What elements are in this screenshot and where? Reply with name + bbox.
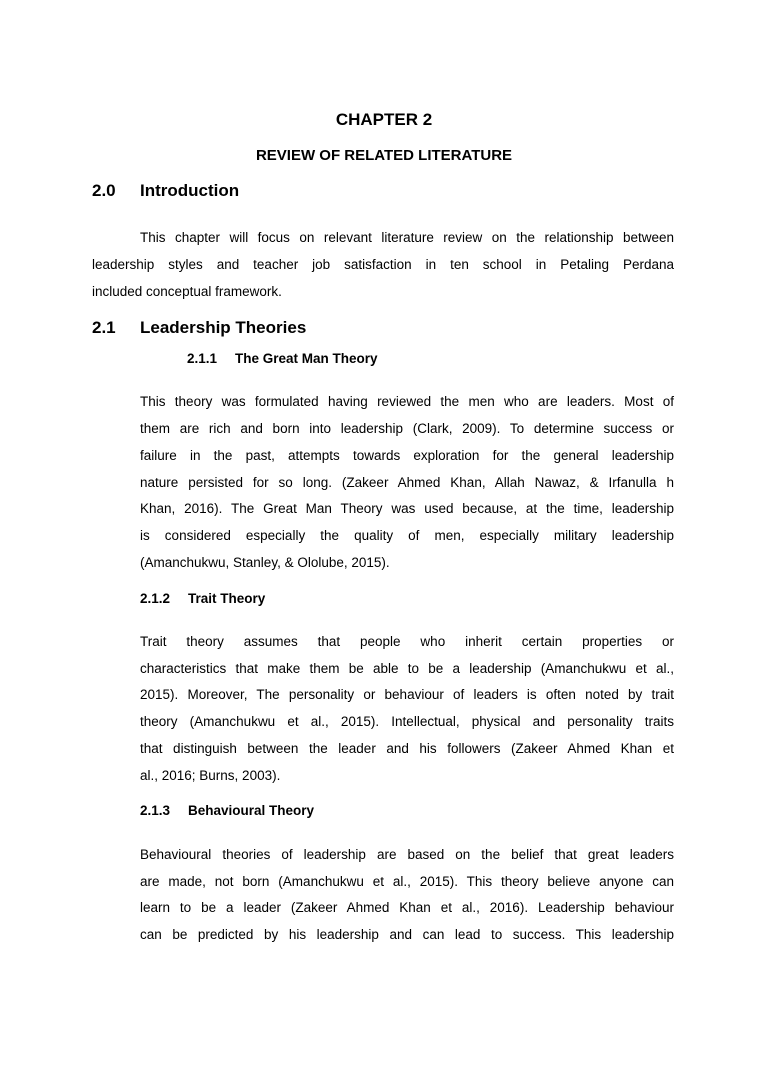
section-heading-leadership-theories	[92, 318, 306, 338]
paragraph-line: This theory was formulated having reviewed the men who are leaders. Most of	[140, 394, 674, 409]
chapter-subtitle: REVIEW OF RELATED LITERATURE	[255, 147, 513, 164]
paragraph-line: This chapter will focus on relevant literature review on the relationship between	[140, 230, 674, 245]
subsection-heading-behavioural	[140, 803, 314, 818]
subsection-number: 2.1.2	[140, 591, 171, 606]
paragraph-line: learn to be a leader (Zakeer Ahmed Khan et al., 2016). Leadership behaviour	[140, 900, 674, 915]
subsection-heading-trait	[140, 591, 265, 606]
section-number: 2.0	[92, 181, 116, 200]
section-title: Introduction	[140, 181, 240, 200]
paragraph-line: theory (Amanchukwu et al., 2015). Intellectual, physical and personality traits	[140, 714, 674, 729]
subsection-title: Trait Theory	[188, 591, 266, 606]
paragraph-line: can be predicted by his leadership and can lead to success. This leadership	[140, 927, 674, 942]
paragraph-line: Behavioural theories of leadership are based on the belief that great leaders	[140, 847, 674, 862]
paragraph-line: failure in the past, attempts towards exploration for the general leadership	[140, 448, 674, 463]
paragraph-line: Trait theory assumes that people who inherit certain properties or	[140, 634, 674, 649]
paragraph-line: included conceptual framework.	[92, 284, 282, 299]
paragraph-line: leadership styles and teacher job satisfaction in ten school in Petaling Perdana	[92, 257, 674, 272]
paragraph-line: al., 2016; Burns, 2003).	[140, 768, 281, 783]
section-number: 2.1	[92, 318, 116, 337]
paragraph-line: are made, not born (Amanchukwu et al., 2015). This theory believe anyone can	[140, 874, 674, 889]
section-title: Leadership Theories	[140, 318, 307, 337]
subsection-heading-great-man	[187, 351, 378, 366]
subsection-number: 2.1.1	[187, 351, 218, 366]
section-heading-introduction	[92, 181, 239, 201]
subsection-number: 2.1.3	[140, 803, 171, 818]
paragraph-line: Khan, 2016). The Great Man Theory was used because, at the time, leadership	[140, 501, 674, 516]
paragraph-line: them are rich and born into leadership (Clark, 2009). To determine success or	[140, 421, 674, 436]
subsection-title: The Great Man Theory	[235, 351, 378, 366]
paragraph-line: that distinguish between the leader and his followers (Zakeer Ahmed Khan et	[140, 741, 674, 756]
chapter-title: CHAPTER 2	[335, 110, 433, 129]
paragraph-line: is considered especially the quality of men, especially military leadership	[140, 528, 674, 543]
subsection-title: Behavioural Theory	[188, 803, 315, 818]
paragraph-line: 2015). Moreover, The personality or behaviour of leaders is often noted by trait	[140, 687, 674, 702]
paragraph-line: nature persisted for so long. (Zakeer Ahmed Khan, Allah Nawaz, & Irfanulla h	[140, 475, 674, 490]
paragraph-line: characteristics that make them be able to be a leadership (Amanchukwu et al.,	[140, 661, 674, 676]
paragraph-line: (Amanchukwu, Stanley, & Ololube, 2015).	[140, 555, 390, 570]
